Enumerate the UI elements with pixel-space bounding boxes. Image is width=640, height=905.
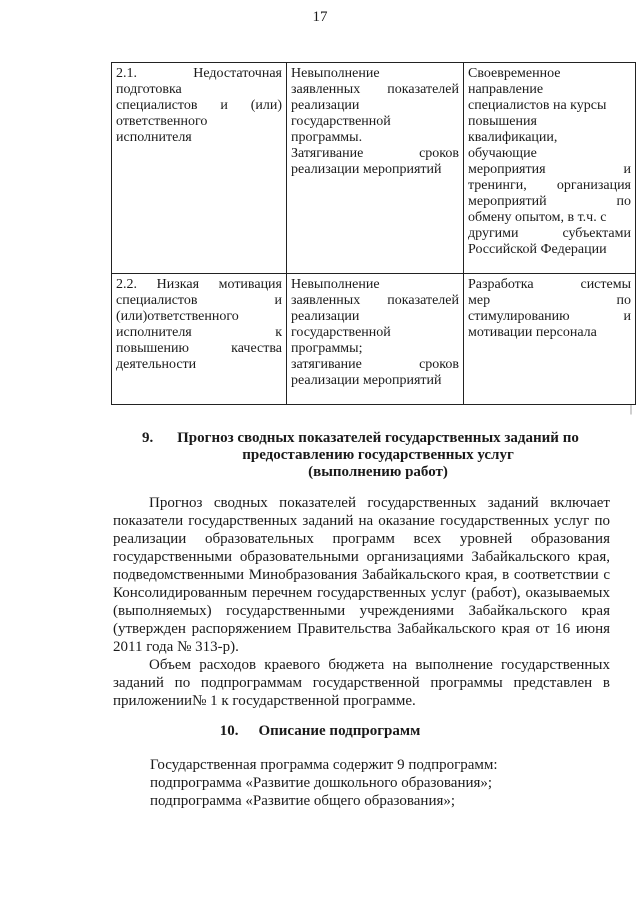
cell-line: специалистов и <box>116 293 282 308</box>
cell-line: реализации мероприятий <box>291 162 442 177</box>
subprogram-list <box>150 756 498 810</box>
text-line: государственными образовательными организациями Забайкальского края, <box>113 549 610 565</box>
section-10-number: 10. <box>219 723 239 739</box>
cell-line: обучающие <box>468 146 537 161</box>
cell-line: Российской Федерации <box>468 242 607 257</box>
paragraph-forecast <box>113 494 610 656</box>
cell-line: реализации <box>291 309 360 324</box>
cell-line: квалификации, <box>468 130 558 145</box>
cell-line: реализации <box>291 98 360 113</box>
cell-line: заявленных показателей <box>291 82 459 97</box>
cell-line: исполнителя к <box>116 325 282 340</box>
cell-line: Своевременное <box>468 66 561 81</box>
cell-line: государственной <box>291 114 391 129</box>
cell-line: мер по <box>468 293 631 308</box>
table-row <box>112 63 636 274</box>
list-item: Государственная программа содержит 9 подпрограмм: <box>150 757 498 773</box>
consequences-cell <box>287 274 464 405</box>
paragraph-budget <box>113 656 610 710</box>
page-number: 17 <box>312 9 328 25</box>
text-line: подведомственными Минобразования Забайкальского края, в соответствии с <box>113 567 610 583</box>
section-title-line: предоставлению государственных услуг <box>242 447 514 463</box>
cell-line: исполнителя <box>116 130 192 145</box>
cell-line: (или)ответственного <box>116 309 239 324</box>
cell-line: мероприятия и <box>468 162 631 177</box>
cell-line: обмену опытом, в т.ч. с <box>468 210 607 225</box>
measures-cell <box>464 63 636 274</box>
cell-line: программы; <box>291 341 363 356</box>
scan-edge-mark: | <box>630 404 633 415</box>
risk-cell <box>112 274 287 405</box>
list-item: подпрограмма «Развитие общего образования»; <box>150 793 456 809</box>
cell-line: Разработка системы <box>468 277 631 292</box>
text-line: (утвержден распоряжением Правительства Забайкальского края от 16 июня <box>113 621 610 637</box>
list-item: подпрограмма «Развитие дошкольного образования»; <box>150 775 493 791</box>
text-line: Объем расходов краевого бюджета на выполнение государственных <box>149 657 610 673</box>
cell-line: ответственного <box>116 114 208 129</box>
cell-line: Невыполнение <box>291 66 380 81</box>
cell-line: стимулированию и <box>468 309 631 324</box>
text-line: реализации образовательных программ всех уровней образования <box>113 531 610 547</box>
section-9-title <box>168 430 588 481</box>
consequences-cell <box>287 63 464 274</box>
text-line: заданий по подпрограммам государственной программы представлен в <box>113 675 610 691</box>
table-row <box>112 274 636 405</box>
cell-line: специалистов на курсы <box>468 98 607 113</box>
section-10-title: Описание подпрограмм <box>258 723 421 739</box>
cell-line: программы. <box>291 130 363 145</box>
cell-line: затягивание сроков <box>291 357 459 372</box>
cell-line: повышению качества <box>116 341 282 356</box>
cell-line: другими субъектами <box>468 226 631 241</box>
text-line: Консолидированным перечнем государственных услуг (работ), оказываемых <box>113 585 610 601</box>
cell-line: 2.2. Низкая мотивация <box>116 277 282 292</box>
section-9-number: 9. <box>142 430 154 446</box>
cell-line: Невыполнение <box>291 277 380 292</box>
text-line: приложении№ 1 к государственной программе. <box>113 693 416 709</box>
measures-cell <box>464 274 636 405</box>
section-title-line: Прогноз сводных показателей государственных заданий по <box>177 430 579 446</box>
cell-line: деятельности <box>116 357 197 372</box>
cell-line: подготовка <box>116 82 182 97</box>
risk-cell <box>112 63 287 274</box>
cell-line: тренинги, организация <box>468 178 631 193</box>
section-title-line: (выполнению работ) <box>308 464 448 480</box>
risk-table <box>111 62 636 405</box>
cell-line: направление <box>468 82 544 97</box>
text-line: Прогноз сводных показателей государственных заданий включает <box>149 495 610 511</box>
text-line: показатели государственных заданий на оказание государственных услуг по <box>113 513 610 529</box>
cell-line: мотивации персонала <box>468 325 597 340</box>
cell-line: повышения <box>468 114 537 129</box>
text-line: 2011 года № 313-р). <box>113 639 239 655</box>
cell-line: 2.1. Недостаточная <box>116 66 282 81</box>
cell-line: специалистов и (или) <box>116 98 282 113</box>
cell-line: мероприятий по <box>468 194 631 209</box>
text-line: (выполняемых) государственными учреждениями Забайкальского края <box>113 603 610 619</box>
cell-line: Затягивание сроков <box>291 146 459 161</box>
cell-line: заявленных показателей <box>291 293 459 308</box>
cell-line: реализации мероприятий <box>291 373 442 388</box>
section-10-heading <box>0 723 640 740</box>
cell-line: государственной <box>291 325 391 340</box>
